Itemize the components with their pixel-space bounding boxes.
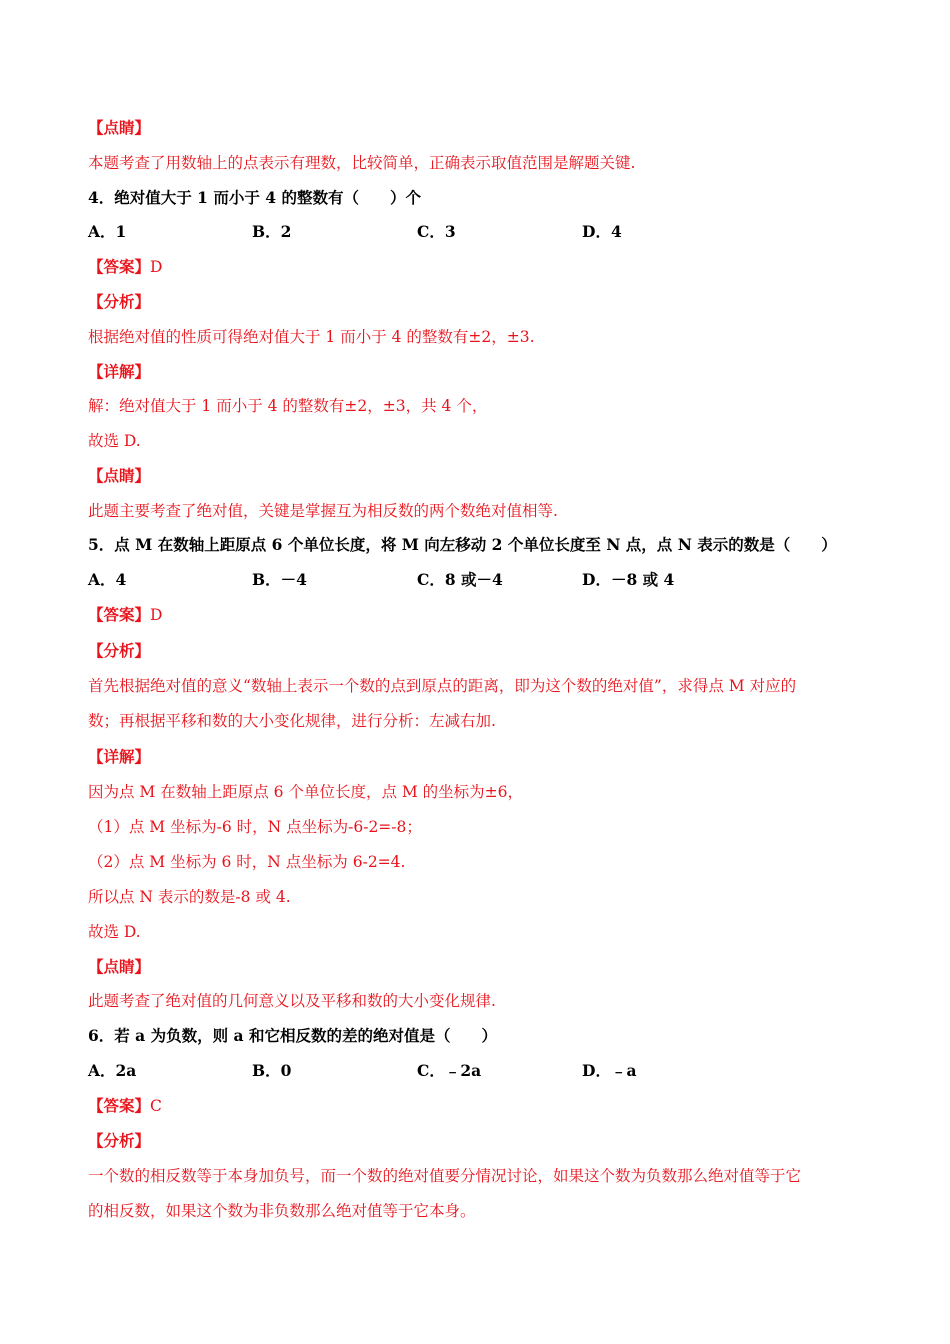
answer-value: D (150, 606, 163, 624)
q4-xiangjie-line-2: 故选 D. (88, 432, 141, 450)
answer-tag: 【答案】 (88, 605, 151, 624)
q5-xiangjie-line-5: 故选 D. (88, 923, 141, 941)
q6-option-d: D．﹣a (582, 1061, 637, 1080)
q5-option-d: D．－8 或 4 (582, 570, 675, 589)
q4-answer (88, 257, 162, 277)
q5-dianjing-tag: 【点睛】 (88, 957, 151, 976)
answer-tag: 【答案】 (88, 1096, 151, 1115)
q5-xiangjie-line-4: 所以点 N 表示的数是-8 或 4. (88, 888, 291, 906)
q5-fenxi-tag: 【分析】 (88, 641, 151, 660)
q6-fenxi-line-1: 一个数的相反数等于本身加负号，而一个数的绝对值要分情况讨论，如果这个数为负数那么绝对值等于它 (88, 1167, 802, 1185)
q5-xiangjie-line-3: （2）点 M 坐标为 6 时，N 点坐标为 6-2=4. (88, 853, 406, 871)
q5-fenxi-line-2: 数；再根据平移和数的大小变化规律，进行分析：左减右加. (88, 712, 496, 730)
q5-xiangjie-line-2: （1）点 M 坐标为-6 时，N 点坐标为-6-2=-8； (88, 818, 422, 836)
q4-dianjing-tag: 【点睛】 (88, 466, 151, 485)
q4-option-d: D．4 (582, 222, 622, 241)
q4-fenxi-tag: 【分析】 (88, 292, 151, 311)
q5-option-b: B．－4 (252, 570, 307, 589)
q5-option-c: C．8 或－4 (417, 570, 503, 589)
q4-option-a: A．1 (88, 222, 127, 241)
q5-xiangjie-tag: 【详解】 (88, 747, 151, 766)
question-5-stem: 5．点 M 在数轴上距原点 6 个单位长度，将 M 向左移动 2 个单位长度至 N 点，点 N 表示的数是（ ） (88, 535, 837, 554)
answer-tag: 【答案】 (88, 257, 151, 276)
q4-xiangjie-tag: 【详解】 (88, 362, 151, 381)
q4-xiangjie-line-1: 解：绝对值大于 1 而小于 4 的整数有±2，±3，共 4 个， (88, 397, 488, 415)
q6-answer (88, 1096, 162, 1116)
dianjing-tag: 【点睛】 (88, 118, 151, 137)
question-4-stem: 4．绝对值大于 1 而小于 4 的整数有（ ）个 (88, 188, 421, 207)
answer-value: D (150, 258, 163, 276)
q5-fenxi-line-1: 首先根据绝对值的意义“数轴上表示一个数的点到原点的距离，即为这个数的绝对值”，求得点 M 对应的 (88, 677, 797, 695)
q4-option-b: B．2 (252, 222, 292, 241)
q5-xiangjie-line-1: 因为点 M 在数轴上距原点 6 个单位长度，点 M 的坐标为±6， (88, 783, 524, 801)
q5-option-a: A．4 (88, 570, 127, 589)
question-6-stem: 6．若 a 为负数，则 a 和它相反数的差的绝对值是（ ） (88, 1026, 497, 1045)
q6-fenxi-tag: 【分析】 (88, 1131, 151, 1150)
q6-option-a: A．2a (88, 1061, 137, 1080)
answer-value: C (150, 1097, 162, 1115)
q5-answer (88, 605, 162, 625)
q6-fenxi-line-2: 的相反数，如果这个数为非负数那么绝对值等于它本身。 (88, 1202, 476, 1220)
q6-option-c: C．﹣2a (417, 1061, 482, 1080)
q4-option-c: C．3 (417, 222, 456, 241)
q6-option-b: B．0 (252, 1061, 292, 1080)
dianjing-text: 本题考查了用数轴上的点表示有理数，比较简单，正确表示取值范围是解题关键. (88, 154, 636, 172)
q4-fenxi-text: 根据绝对值的性质可得绝对值大于 1 而小于 4 的整数有±2，±3. (88, 328, 535, 346)
q4-dianjing-text: 此题主要考查了绝对值，关键是掌握互为相反数的两个数绝对值相等. (88, 502, 558, 520)
q5-dianjing-text: 此题考查了绝对值的几何意义以及平移和数的大小变化规律. (88, 992, 496, 1010)
